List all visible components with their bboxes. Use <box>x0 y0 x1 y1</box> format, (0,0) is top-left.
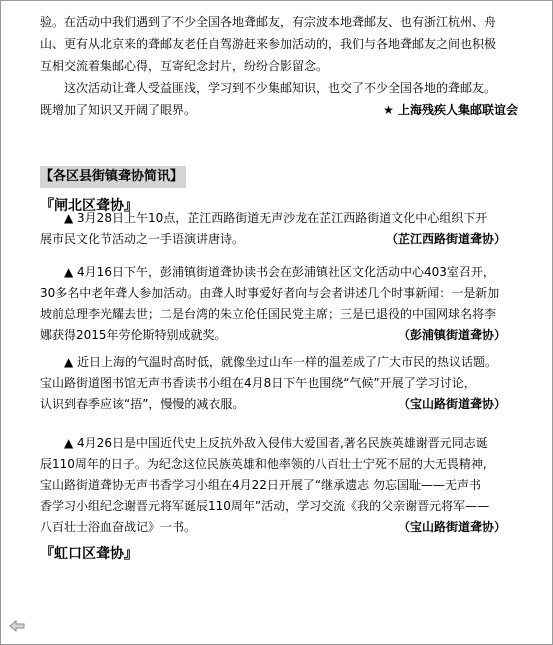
intro-line: 互相交流着集邮心得，互寄纪念封片，纷纷合影留念。 <box>40 59 329 73</box>
news-line: 八百壮士浴血奋战记》一书。 <box>40 520 197 534</box>
section-banner: 【各区县街镇聋协简讯】 <box>40 166 186 188</box>
news-source: （芷江西路街道聋协） <box>385 232 506 246</box>
news-line: 展市民文化节活动之一手语演讲唐诗。 <box>40 232 245 246</box>
news-item <box>40 352 518 415</box>
intro-line: 既增加了知识又开阔了眼界。 <box>40 103 197 117</box>
news-source: （宝山路街道聋协） <box>397 397 506 411</box>
intro-line: 这次活动让聋人受益匪浅，学习到不少集邮知识，也交了不少全国各地的聋邮友。 <box>64 81 497 95</box>
news-line: 宝山路街道聋协无声书香学习小组在4月22日开展了“继承遗志 勿忘国耻——无声书 <box>40 478 481 492</box>
news-closing-line <box>40 394 518 415</box>
news-line: ▲ 近日上海的气温时高时低，就像坐过山车一样的温差成了广大市民的热议话题。 <box>64 355 498 369</box>
signature: ★ 上海残疾人集邮联谊会 <box>383 103 518 117</box>
news-line: 辰110周年的日子。为纪念这位民族英雄和他率领的八百壮士宁死不屈的大无畏精神, <box>40 457 487 471</box>
district-heading-hongkou: 『虹口区聋协』 <box>40 546 138 562</box>
news-item <box>40 433 518 538</box>
news-line: 娜获得2015年劳伦斯特别成就奖。 <box>40 328 227 342</box>
news-line: 香学习小组纪念谢晋元将军诞辰110周年”活动，学习交流《我的父亲谢晋元将军—— <box>40 499 490 513</box>
news-line: 宝山路街道图书馆无声书香读书小组在4月8日下午也围绕“气候”开展了学习讨论， <box>40 376 476 390</box>
back-arrow-icon[interactable] <box>9 617 25 629</box>
news-line: ▲ 3月28日上午10点，芷江西路街道无声沙龙在芷江西路街道文化中心组织下开 <box>64 211 488 225</box>
news-closing-line <box>40 229 518 250</box>
intro-line: 山、更有从北京来的聋邮友老任自驾游赶来参加活动的，我们与各地聋邮友之间也积极 <box>40 37 497 51</box>
intro-paragraph <box>40 11 518 121</box>
news-line: 30多名中老年聋人参加活动。由聋人时事爱好者向与会者讲述几个时事新闻：一是新加 <box>40 286 500 300</box>
news-closing-line <box>40 325 518 346</box>
news-line: ▲ 4月26日是中国近代史上反抗外敌入侵伟大爱国者,著名民族英雄谢晋元同志诞 <box>64 436 488 450</box>
news-closing-line <box>40 517 518 538</box>
intro-line: 验。在活动中我们遇到了不少全国各地聋邮友，有宗波本地聋邮友、也有浙江杭州、舟 <box>40 15 497 29</box>
district-heading-zhabei: 『闸北区聋协』 <box>40 198 138 214</box>
news-source: （宝山路街道聋协） <box>397 520 506 534</box>
news-line: 坡前总理李光耀去世；二是台湾的朱立伦任国民党主席；三是已退役的中国网球名将李 <box>40 307 497 321</box>
intro-closing-line <box>40 99 518 121</box>
news-item <box>40 208 518 250</box>
news-line: ▲ 4月16日下午，彭浦镇街道聋协读书会在彭浦镇社区文化活动中心403室召开， <box>64 265 495 279</box>
news-line: 认识到春季应该“捂”，慢慢的减衣服。 <box>40 397 245 411</box>
news-item <box>40 262 518 346</box>
news-source: （彭浦镇街道聋协） <box>397 328 506 342</box>
